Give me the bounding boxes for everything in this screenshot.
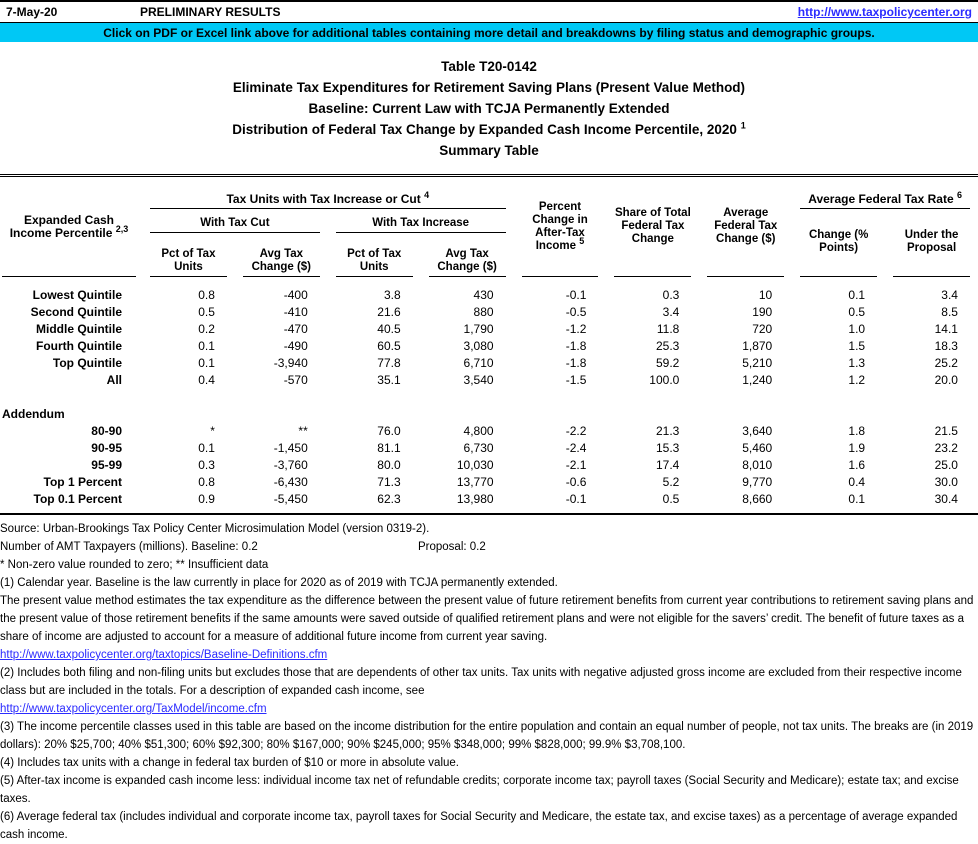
cell-value: 880 [473,304,494,319]
cell-value: -3,760 [273,457,308,472]
cell-value: 17.4 [655,457,680,472]
cell-value: 30.4 [934,491,958,506]
group-header-with-tax-cut: With Tax Cut [150,209,320,233]
cell-value: -6,430 [273,474,308,489]
cell-value: 1,240 [742,372,773,387]
cell-value: 60.5 [377,338,401,353]
table-row [0,320,978,337]
group-header-with-tax-increase: With Tax Increase [336,209,506,233]
cell-value: 1.0 [848,321,866,336]
cell-value: 59.2 [655,355,680,370]
table-row [0,473,978,490]
cell-value: -5,450 [273,491,308,506]
cell-value: 0.1 [848,491,866,506]
footnote-6: (6) Average federal tax (includes individual and corporate income tax, payroll taxes for Social Security and Medicare, the estate tax, and excise taxes) as a percentage of average expanded cash income. [0,811,958,841]
cell-value: 23.2 [934,440,958,455]
cell-value: 13,770 [456,474,494,489]
source-note: Source: Urban-Brookings Tax Policy Center Microsimulation Model (version 0319-2). [0,523,430,535]
table-row [0,286,978,303]
amt-baseline-value: Number of AMT Taxpayers (millions). Baseline: 0.2 [0,541,258,553]
cell-value: * [210,423,215,438]
cell-value: 18.3 [934,338,958,353]
row-label: 90-95 [91,440,122,455]
cell-value: 62.3 [377,491,401,506]
col-header-rate-under-proposal: Under the Proposal [893,209,970,277]
footnote-2: (2) Includes both filing and non-filing units but excludes those that are dependents of other tax units. Tax units with negative adjusted gross income are excluded from their respective income class but are included in the totals. For a description of expanded cash income, see [0,667,962,697]
cell-value: 3.8 [383,287,401,302]
group-header-tax-units: Tax Units with Tax Increase or Cut $^4$ [150,179,506,209]
cell-value: 15.3 [655,440,680,455]
row-label: Second Quintile [30,304,122,319]
row-label: Lowest Quintile [32,287,122,302]
addendum-rows [0,422,978,507]
cell-value: 81.1 [377,440,401,455]
cell-value: 3,080 [463,338,494,353]
cell-value: 21.6 [377,304,401,319]
group-header-avg-federal-tax-rate: Average Federal Tax Rate $^6$ [800,179,970,209]
cell-value: 4,800 [463,423,494,438]
cell-value: 80.0 [377,457,401,472]
cell-value: 30.0 [934,474,958,489]
cell-value: 21.3 [655,423,680,438]
cell-value: 0.1 [198,338,215,353]
cell-value: -400 [283,287,308,302]
table-row [0,422,978,439]
table-row [0,337,978,354]
cell-value: -470 [283,321,308,336]
cell-value: 0.9 [198,491,215,506]
cell-value: 0.3 [662,287,680,302]
cell-value: 0.8 [198,287,215,302]
row-label: 95-99 [91,457,122,472]
cell-value: -0.5 [565,304,587,319]
site-url-link[interactable]: http://www.taxpolicycenter.org [797,5,972,19]
table-row [0,303,978,320]
cell-value: 13,980 [456,491,494,506]
cell-value: 0.5 [662,491,680,506]
table-header [0,174,978,277]
cell-value: 3.4 [941,287,958,302]
title-distribution: Distribution of Federal Tax Change by Expanded Cash Income Percentile, 2020 $^1$ [232,120,746,137]
title-proposal: Eliminate Tax Expenditures for Retirement Saving Plans (Present Value Method) [232,80,746,95]
cell-value: 1.2 [848,372,866,387]
cell-value: 1,870 [742,338,773,353]
cell-value: 430 [473,287,494,302]
footnote-1-continued: The present value method estimates the tax expenditure as the difference between the present value of future retirement benefits from current year contributions to retirement saving plans and the present value of those retirement benefits if the same amounts were saved outside of qualified retirement plans and were not eligible for the savers’ credit. The benefit of future taxes as a share of income are adjusted to account for a measure of additional future income from current year saving. [0,595,974,643]
row-label: All [106,372,122,387]
cell-value: 1.8 [848,423,866,438]
cell-value: 6,730 [463,440,494,455]
col-header-pct-change-after-tax-income: Percent Change in After-Tax Income $^5$ [522,179,599,277]
cell-value: 1.5 [848,338,866,353]
title-block [0,56,978,161]
col-header-pct-units-cut: Pct of Tax Units [150,233,227,277]
cell-value: 1,790 [463,321,494,336]
cell-value: 20.0 [934,372,958,387]
title-summary: Summary Table [439,143,539,158]
row-label: Middle Quintile [36,321,122,336]
footnote-1: (1) Calendar year. Baseline is the law currently in place for 2020 as of 2019 with TCJA permanently extended. [0,577,558,589]
cell-value: -1.2 [565,321,587,336]
table-row [0,354,978,371]
cell-value: -570 [283,372,308,387]
cell-value: -2.2 [565,423,587,438]
cell-value: 3.4 [662,304,680,319]
col-header-avg-change-cut: Avg Tax Change ($) [243,233,320,277]
cell-value: -2.1 [565,457,587,472]
cell-value: 77.8 [377,355,401,370]
title-footnote-ref: 1 [740,120,746,131]
cell-value: 25.2 [934,355,958,370]
baseline-definitions-link[interactable]: http://www.taxpolicycenter.org/taxtopics/Baseline-Definitions.cfm [0,649,328,661]
col-header-avg-change-increase: Avg Tax Change ($) [429,233,506,277]
cell-value: -1.5 [565,372,587,387]
cell-value: 0.2 [198,321,215,336]
cell-value: 0.1 [198,440,215,455]
cell-value: -3,940 [273,355,308,370]
cell-value: 190 [752,304,773,319]
table-row [0,439,978,456]
cell-value: 0.1 [198,355,215,370]
income-definition-link[interactable]: http://www.taxpolicycenter.org/TaxModel/income.cfm [0,703,267,715]
col-header-pct-units-increase: Pct of Tax Units [336,233,413,277]
banner [0,22,978,42]
row-label: Fourth Quintile [36,338,122,353]
summary-table [0,174,978,515]
title-baseline: Baseline: Current Law with TCJA Permanently Extended [308,101,670,116]
banner-text: Click on PDF or Excel link above for additional tables containing more detail and breakdowns by filing status and demographic groups. [103,25,875,40]
cell-value: 40.5 [377,321,401,336]
cell-value: -410 [283,304,308,319]
cell-value: 25.3 [655,338,680,353]
cell-value: 11.8 [656,321,680,336]
cell-value: 71.3 [377,474,401,489]
cell-value: 720 [752,321,773,336]
asterisk-note: * Non-zero value rounded to zero; ** Insufficient data [0,559,269,571]
quintile-rows [0,286,978,388]
cell-value: 8,660 [742,491,773,506]
cell-value: -1,450 [273,440,308,455]
row-label: Top Quintile [52,355,122,370]
cell-value: 0.8 [198,474,215,489]
cell-value: 5,460 [742,440,773,455]
row-label: Top 0.1 Percent [33,491,122,506]
cell-value: -0.1 [565,491,587,506]
table-row [0,456,978,473]
cell-value: 3,540 [463,372,494,387]
cell-value: 0.5 [848,304,866,319]
cell-value: 1.3 [848,355,866,370]
cell-value: -0.6 [565,474,587,489]
cell-value: 10 [758,287,773,302]
cell-value: 5,210 [742,355,773,370]
header-bar [0,2,978,22]
addendum-label: Addendum [2,406,65,421]
stub-header: Expanded Cash Income Percentile $^{2,3}$ [2,179,136,277]
cell-value: 76.0 [377,423,401,438]
cell-value: 35.1 [377,372,401,387]
footnote-5: (5) After-tax income is expanded cash income less: individual income tax net of refundable credits; corporate income tax; payroll taxes (Social Security and Medicare); estate tax; and excise taxes. [0,775,959,805]
table-number: Table T20-0142 [441,59,537,74]
cell-value: 10,030 [456,457,494,472]
baseline-definitions-link-row [0,646,978,664]
cell-value: 100.0 [649,372,680,387]
cell-value: 9,770 [742,474,773,489]
cell-value: -2.4 [565,440,587,455]
table-body [0,277,978,507]
income-definition-link-row [0,700,978,718]
cell-value: 0.3 [198,457,215,472]
amt-proposal-value: Proposal: 0.2 [418,541,486,553]
cell-value: 1.6 [848,457,866,472]
col-header-share-total-change: Share of Total Federal Tax Change [614,179,691,277]
col-header-rate-change-points: Change (% Points) [800,209,877,277]
cell-value: 8.5 [941,304,958,319]
cell-value: ** [298,423,308,438]
cell-value: 21.5 [934,423,958,438]
cell-value: 8,010 [742,457,773,472]
row-label: 80-90 [91,423,122,438]
cell-value: -1.8 [565,355,587,370]
cell-value: -490 [283,338,308,353]
date-label: 7-May-20 [6,5,58,19]
cell-value: 0.4 [198,372,215,387]
table-row [0,490,978,507]
cell-value: 5.2 [662,474,680,489]
cell-value: -1.8 [565,338,587,353]
footnotes [0,515,978,844]
cell-value: -0.1 [565,287,587,302]
cell-value: 0.1 [848,287,866,302]
row-label: Top 1 Percent [43,474,122,489]
cell-value: 6,710 [463,355,494,370]
footnote-4: (4) Includes tax units with a change in federal tax burden of $10 or more in absolute value. [0,757,459,769]
cell-value: 0.5 [198,304,215,319]
cell-value: 3,640 [742,423,773,438]
cell-value: 14.1 [934,321,958,336]
amt-taxpayers-note [0,538,978,556]
table-row [0,371,978,388]
col-header-avg-federal-change: Average Federal Tax Change ($) [707,179,784,277]
cell-value: 0.4 [848,474,866,489]
footnote-3: (3) The income percentile classes used in this table are based on the income distribution for the entire population and contain an equal number of people, not tax units. The breaks are (in 2019 dollars): 20% $25,700; 40% $51,300; 60% $92,300; 80% $167,000; 90% $245,000; 95% $348,000; 99% $828,000; 99.9% $3,708,100. [0,721,974,751]
preliminary-results-label: PRELIMINARY RESULTS [140,5,281,19]
cell-value: 25.0 [934,457,958,472]
cell-value: 1.9 [848,440,866,455]
